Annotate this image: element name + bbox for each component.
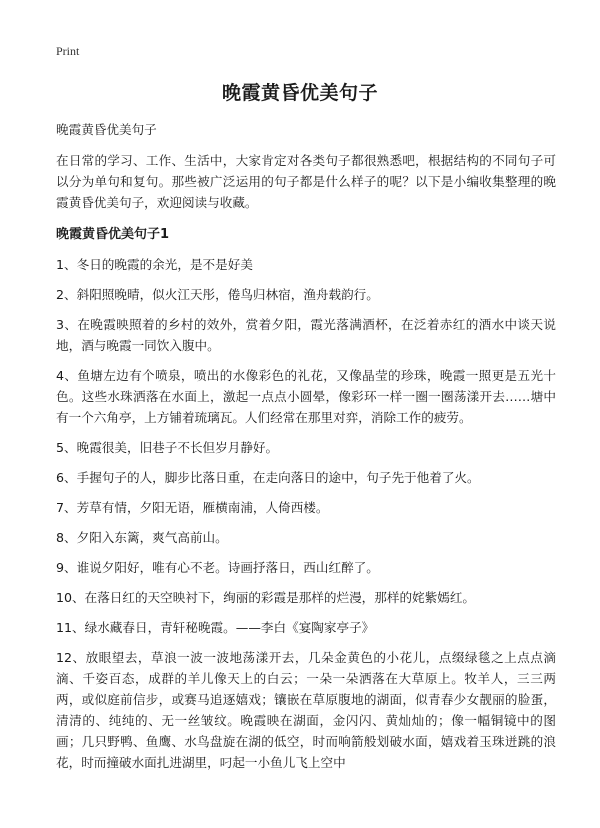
section-heading: 晚霞黄昏优美句子1 [56, 227, 170, 242]
list-item: 8、夕阳入东篱，爽气高前山。 [56, 530, 228, 545]
list-item: 7、芳草有情，夕阳无语，雁横南浦，人倚西楼。 [56, 500, 329, 515]
list-item: 12、放眼望去，草浪一波一波地荡漾开去，几朵金黄色的小花儿，点缀绿毯之上点点滴滴、千姿百态，成群的羊儿像天上的白云；一朵一朵洒落在大草原上。牧羊人，三三两两，或似庭前信步，或赛马追逐嬉戏；镶嵌在草原腹地的湖面，似青春少女靓丽的脸蛋，清清的、纯纯的、无一丝皱纹。晚霞映在湖面，金闪闪、黄灿灿的；像一幅铜镜中的图画；几只野鸭、鱼鹰、水鸟盘旋在湖的低空，时而响箭般划破水面，嬉戏着玉珠迸跳的浪花，时而撞破水面扎进湖里，叼起一小鱼儿飞上空中 [56, 650, 556, 770]
page-title: 晚霞黄昏优美句子 [221, 82, 378, 104]
list-item: 2、斜阳照晚晴，似火江天彤，倦鸟归林宿，渔舟载韵行。 [56, 287, 379, 302]
list-item: 6、手握句子的人，脚步比落日重，在走向落日的途中，句子先于他着了火。 [56, 470, 480, 485]
document-subtitle: 晚霞黄昏优美句子 [56, 122, 157, 137]
list-item: 4、鱼塘左边有个喷泉，喷出的水像彩色的礼花，又像晶莹的珍珠，晚霞一照更是五光十色。这些水珠洒落在水面上，激起一点点小圆晕，像彩环一样一圈一圈荡漾开去……塘中有一个六角亭，上方铺着琉璃瓦。人们经常在那里对弈，消除工作的疲劳。 [56, 368, 556, 425]
list-item: 9、谁说夕阳好，唯有心不老。诗画抒落日，西山红醉了。 [56, 560, 379, 575]
list-item: 5、晚霞很美，旧巷子不长但岁月静好。 [56, 440, 279, 455]
list-item: 10、在落日红的天空映衬下，绚丽的彩霞是那样的烂漫，那样的姹紫嫣红。 [56, 590, 476, 605]
list-item: 1、冬日的晚霞的余光，是不是好美 [56, 257, 253, 272]
list-item: 3、在晚霞映照着的乡村的效外，赏着夕阳，霞光落满酒杯，在泛着赤红的酒水中谈天说地，酒与晚霞一同饮入腹中。 [56, 317, 556, 353]
intro-paragraph: 在日常的学习、工作、生活中，大家肯定对各类句子都很熟悉吧，根据结构的不同句子可以分为单句和复句。那些被广泛运用的句子都是什么样子的呢？以下是小编收集整理的晚霞黄昏优美句子，欢迎阅读与收藏。 [56, 153, 556, 210]
list-item: 11、绿水藏春日，青轩秘晚霞。——李白《宴陶家亭子》 [56, 620, 375, 635]
document-body [56, 119, 556, 773]
print-label[interactable]: Print [56, 44, 80, 58]
